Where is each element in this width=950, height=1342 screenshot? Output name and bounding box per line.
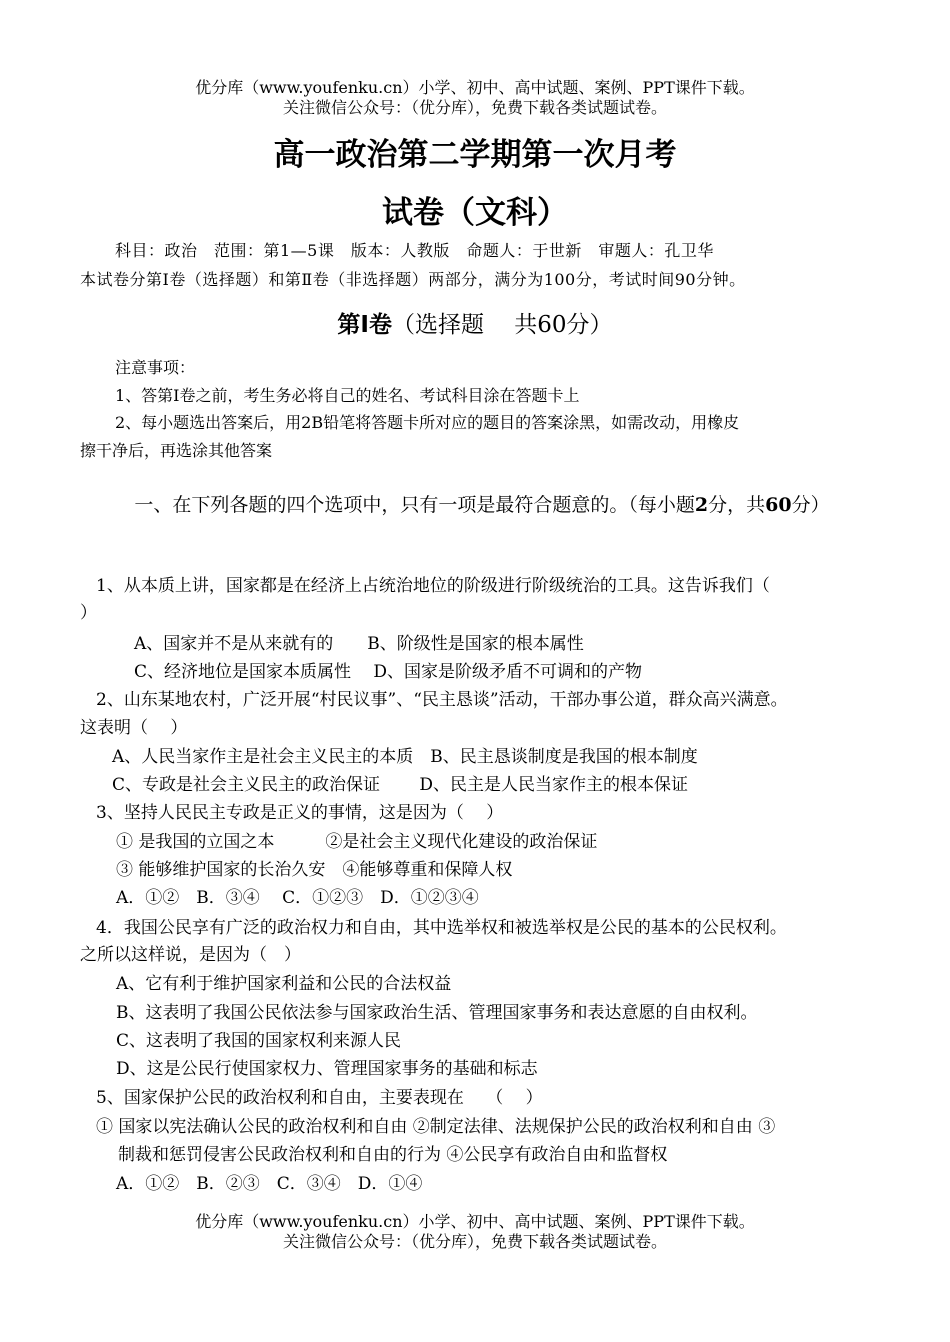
q1-options-ab: A、国家并不是从来就有的 B、阶级性是国家的根本属性 [134,634,584,654]
q5-items-line-1: ① 国家以宪法确认公民的政治权利和自由 ②制定法律、法规保护公民的政治权利和自由 ③ [96,1117,776,1137]
section-1-desc: （选择题 共60分） [391,312,613,338]
q2-options-cd: C、专政是社会主义民主的政治保证 D、民主是人民当家作主的根本保证 [112,775,689,795]
q3-items-34: ③ 能够维护国家的长治久安 ④能够尊重和保障人权 [116,860,513,880]
exam-description: 本试卷分第Ⅰ卷（选择题）和第Ⅱ卷（非选择题）两部分，满分为100分，考试时间90分钟。 [80,270,746,289]
part-1-instructions [82,490,882,520]
notes-item-1: 1、答第Ⅰ卷之前，考生务必将自己的姓名、考试科目涂在答题卡上 [115,386,580,405]
section-1-label: 第Ⅰ卷 [337,312,392,338]
q5-items-line-2: 制裁和惩罚侵害公民政治权利和自由的行为 ④公民享有政治自由和监督权 [118,1145,668,1165]
q1-stem: 1、从本质上讲，国家都是在经济上占统治地位的阶级进行阶级统治的工具。这告诉我们（ [96,576,770,596]
footer-line-1: 优分库（www.youfenku.cn）小学、初中、高中试题、案例、PPT课件下载。 [195,1212,755,1231]
q4-stem-cont: 之所以这样说，是因为（ ） [80,945,301,965]
notes-item-2-cont: 擦干净后，再选涂其他答案 [80,441,273,460]
q2-stem: 2、山东某地农村，广泛开展“村民议事”、“民主恳谈”活动，干部办事公道，群众高兴满意。 [96,690,788,710]
exam-info: 科目：政治 范围：第1—5课 版本：人教版 命题人：于世新 审题人：孔卫华 [115,241,714,260]
q4-option-c: C、这表明了我国的国家权利来源人民 [116,1031,402,1051]
part-1-text-c: 分） [791,494,830,516]
part-1-text-b: 分，共 [708,494,766,516]
title-exam: 第二学期第一次月考 [397,137,677,173]
notes-heading: 注意事项： [115,358,196,377]
footer-line-2: 关注微信公众号：（优分库），免费下载各类试题试卷。 [282,1232,667,1251]
notes-item-2: 2、每小题选出答案后，用2B铅笔将答题卡所对应的题目的答案涂黑，如需改动，用橡皮 [115,413,740,432]
exam-subtitle: 试卷（文科） [382,195,568,231]
part-1-total: 60 [765,494,792,516]
part-1-text-a: 一、在下列各题的四个选项中，只有一项是最符合题意的。（每小题 [134,494,695,516]
q3-stem: 3、坚持人民民主专政是正义的事情，这是因为（ ） [96,803,504,823]
title-subject: 高一政治 [273,137,398,173]
q3-options: A．①② B．③④ C．①②③ D．①②③④ [116,888,479,908]
q2-options-ab: A、人民当家作主是社会主义民主的本质 B、民主恳谈制度是我国的根本制度 [112,747,698,767]
q4-option-d: D、这是公民行使国家权力、管理国家事务的基础和标志 [116,1059,538,1079]
q1-stem-cont: ） [80,603,97,623]
part-1-score: 2 [694,494,709,516]
q1-options-cd: C、经济地位是国家本质属性 D、国家是阶级矛盾不可调和的产物 [134,662,643,682]
q4-stem: 4．我国公民享有广泛的政治权力和自由，其中选举权和被选举权是公民的基本的公民权利。 [96,918,787,938]
q2-stem-cont: 这表明（ ） [80,718,188,738]
q3-items-12: ① 是我国的立国之本 ②是社会主义现代化建设的政治保证 [116,832,598,852]
q5-options: A．①② B．②③ C．③④ D．①④ [116,1174,423,1194]
section-1-title [0,309,950,341]
q5-stem: 5、国家保护公民的政治权利和自由，主要表现在 （ ） [96,1088,543,1108]
header-line-2: 关注微信公众号：（优分库），免费下载各类试题试卷。 [282,98,667,117]
exam-title [0,135,950,175]
q4-option-a: A、它有利于维护国家利益和公民的合法权益 [116,974,452,994]
header-line-1: 优分库（www.youfenku.cn）小学、初中、高中试题、案例、PPT课件下载。 [195,78,755,97]
q4-option-b: B、这表明了我国公民依法参与国家政治生活、管理国家事务和表达意愿的自由权利。 [116,1003,758,1023]
